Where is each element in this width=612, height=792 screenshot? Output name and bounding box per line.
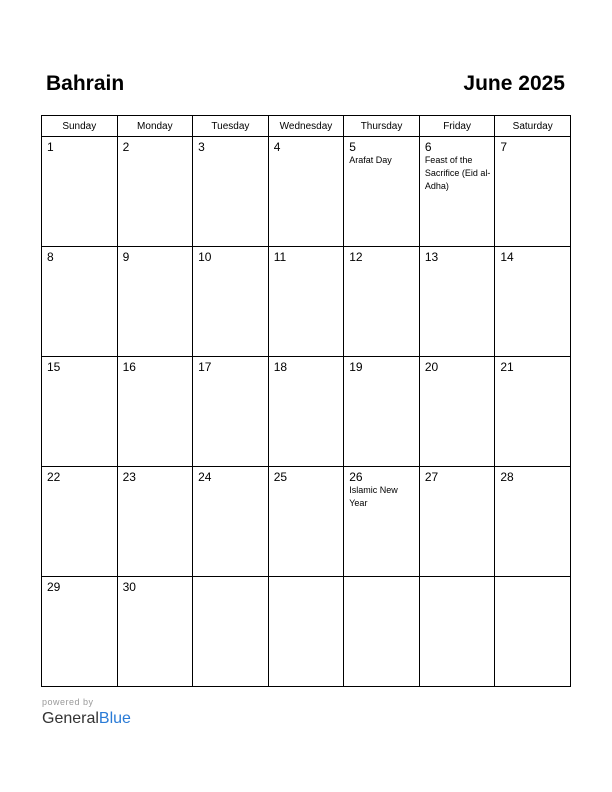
footer-branding — [42, 696, 131, 729]
day-cell — [193, 247, 269, 357]
country-title: Bahrain — [46, 72, 125, 95]
day-cell — [268, 247, 344, 357]
month-year-title: June 2025 — [463, 72, 565, 95]
weekday-header: Saturday — [495, 116, 571, 137]
day-number: 20 — [424, 360, 439, 374]
day-cell — [193, 357, 269, 467]
day-number: 8 — [47, 250, 54, 264]
day-number — [495, 577, 570, 580]
day-number: 26 — [349, 470, 363, 484]
day-cell — [193, 467, 269, 577]
day-number — [269, 577, 344, 580]
day-number: 1 — [47, 140, 54, 154]
day-cell — [495, 247, 571, 357]
day-cell — [193, 577, 269, 687]
day-cell — [268, 137, 344, 247]
weekday-header: Tuesday — [193, 116, 269, 137]
day-cell — [42, 467, 118, 577]
day-number: 27 — [424, 470, 439, 484]
day-number: 16 — [122, 360, 136, 374]
day-cell — [419, 137, 495, 247]
day-cell — [419, 467, 495, 577]
holiday-label: Feast of the Sacrifice (Eid al-Adha) — [424, 155, 491, 191]
day-number: 30 — [122, 580, 136, 594]
day-cell — [344, 577, 420, 687]
day-cell — [42, 357, 118, 467]
day-cell — [344, 137, 420, 247]
weekday-header: Wednesday — [268, 116, 344, 137]
day-number: 22 — [47, 470, 61, 484]
day-cell — [193, 137, 269, 247]
day-number: 25 — [273, 470, 288, 484]
brand-part-blue: Blue — [98, 710, 131, 727]
weekday-header: Thursday — [344, 116, 420, 137]
day-number: 15 — [47, 360, 61, 374]
day-number: 17 — [198, 360, 212, 374]
day-number — [344, 577, 419, 580]
day-cell — [42, 577, 118, 687]
generalblue-logo — [42, 709, 131, 729]
day-number: 9 — [122, 250, 130, 264]
day-cell — [268, 577, 344, 687]
day-cell — [117, 577, 193, 687]
day-cell — [344, 357, 420, 467]
weekday-header: Friday — [419, 116, 495, 137]
day-cell — [42, 247, 118, 357]
day-cell — [495, 577, 571, 687]
day-cell — [344, 247, 420, 357]
day-number: 10 — [198, 250, 212, 264]
day-number: 13 — [424, 250, 439, 264]
day-number: 18 — [273, 360, 288, 374]
day-cell — [117, 357, 193, 467]
day-number — [420, 577, 495, 580]
day-number: 3 — [198, 140, 205, 154]
day-number: 28 — [500, 470, 514, 484]
day-cell — [117, 247, 193, 357]
day-cell — [42, 137, 118, 247]
day-cell — [419, 577, 495, 687]
day-number: 6 — [424, 140, 432, 154]
day-number: 4 — [273, 140, 281, 154]
day-cell — [268, 467, 344, 577]
day-number: 24 — [198, 470, 212, 484]
powered-by-label: powered by — [42, 697, 94, 707]
day-number: 2 — [122, 140, 130, 154]
calendar-grid — [41, 115, 571, 687]
week-row — [42, 137, 571, 247]
day-cell — [495, 357, 571, 467]
weekday-header: Monday — [117, 116, 193, 137]
day-number: 5 — [349, 140, 356, 154]
holiday-label: Arafat Day — [349, 155, 392, 165]
day-cell — [495, 137, 571, 247]
day-cell — [495, 467, 571, 577]
day-number: 23 — [122, 470, 136, 484]
day-number: 21 — [500, 360, 514, 374]
weekday-header-row — [42, 116, 571, 137]
day-number: 14 — [500, 250, 514, 264]
day-number — [193, 577, 268, 580]
day-cell — [344, 467, 420, 577]
day-number: 11 — [273, 250, 287, 264]
day-cell — [268, 357, 344, 467]
day-number: 7 — [500, 140, 508, 154]
day-cell — [419, 357, 495, 467]
week-row — [42, 247, 571, 357]
weekday-header: Sunday — [42, 116, 118, 137]
week-row — [42, 467, 571, 577]
holiday-label: Islamic New Year — [349, 485, 398, 508]
day-number: 19 — [349, 360, 363, 374]
day-cell — [419, 247, 495, 357]
day-number: 12 — [349, 250, 363, 264]
week-row — [42, 577, 571, 687]
day-number: 29 — [47, 580, 61, 594]
week-row — [42, 357, 571, 467]
day-cell — [117, 137, 193, 247]
day-cell — [117, 467, 193, 577]
brand-part-general: General — [42, 710, 99, 727]
